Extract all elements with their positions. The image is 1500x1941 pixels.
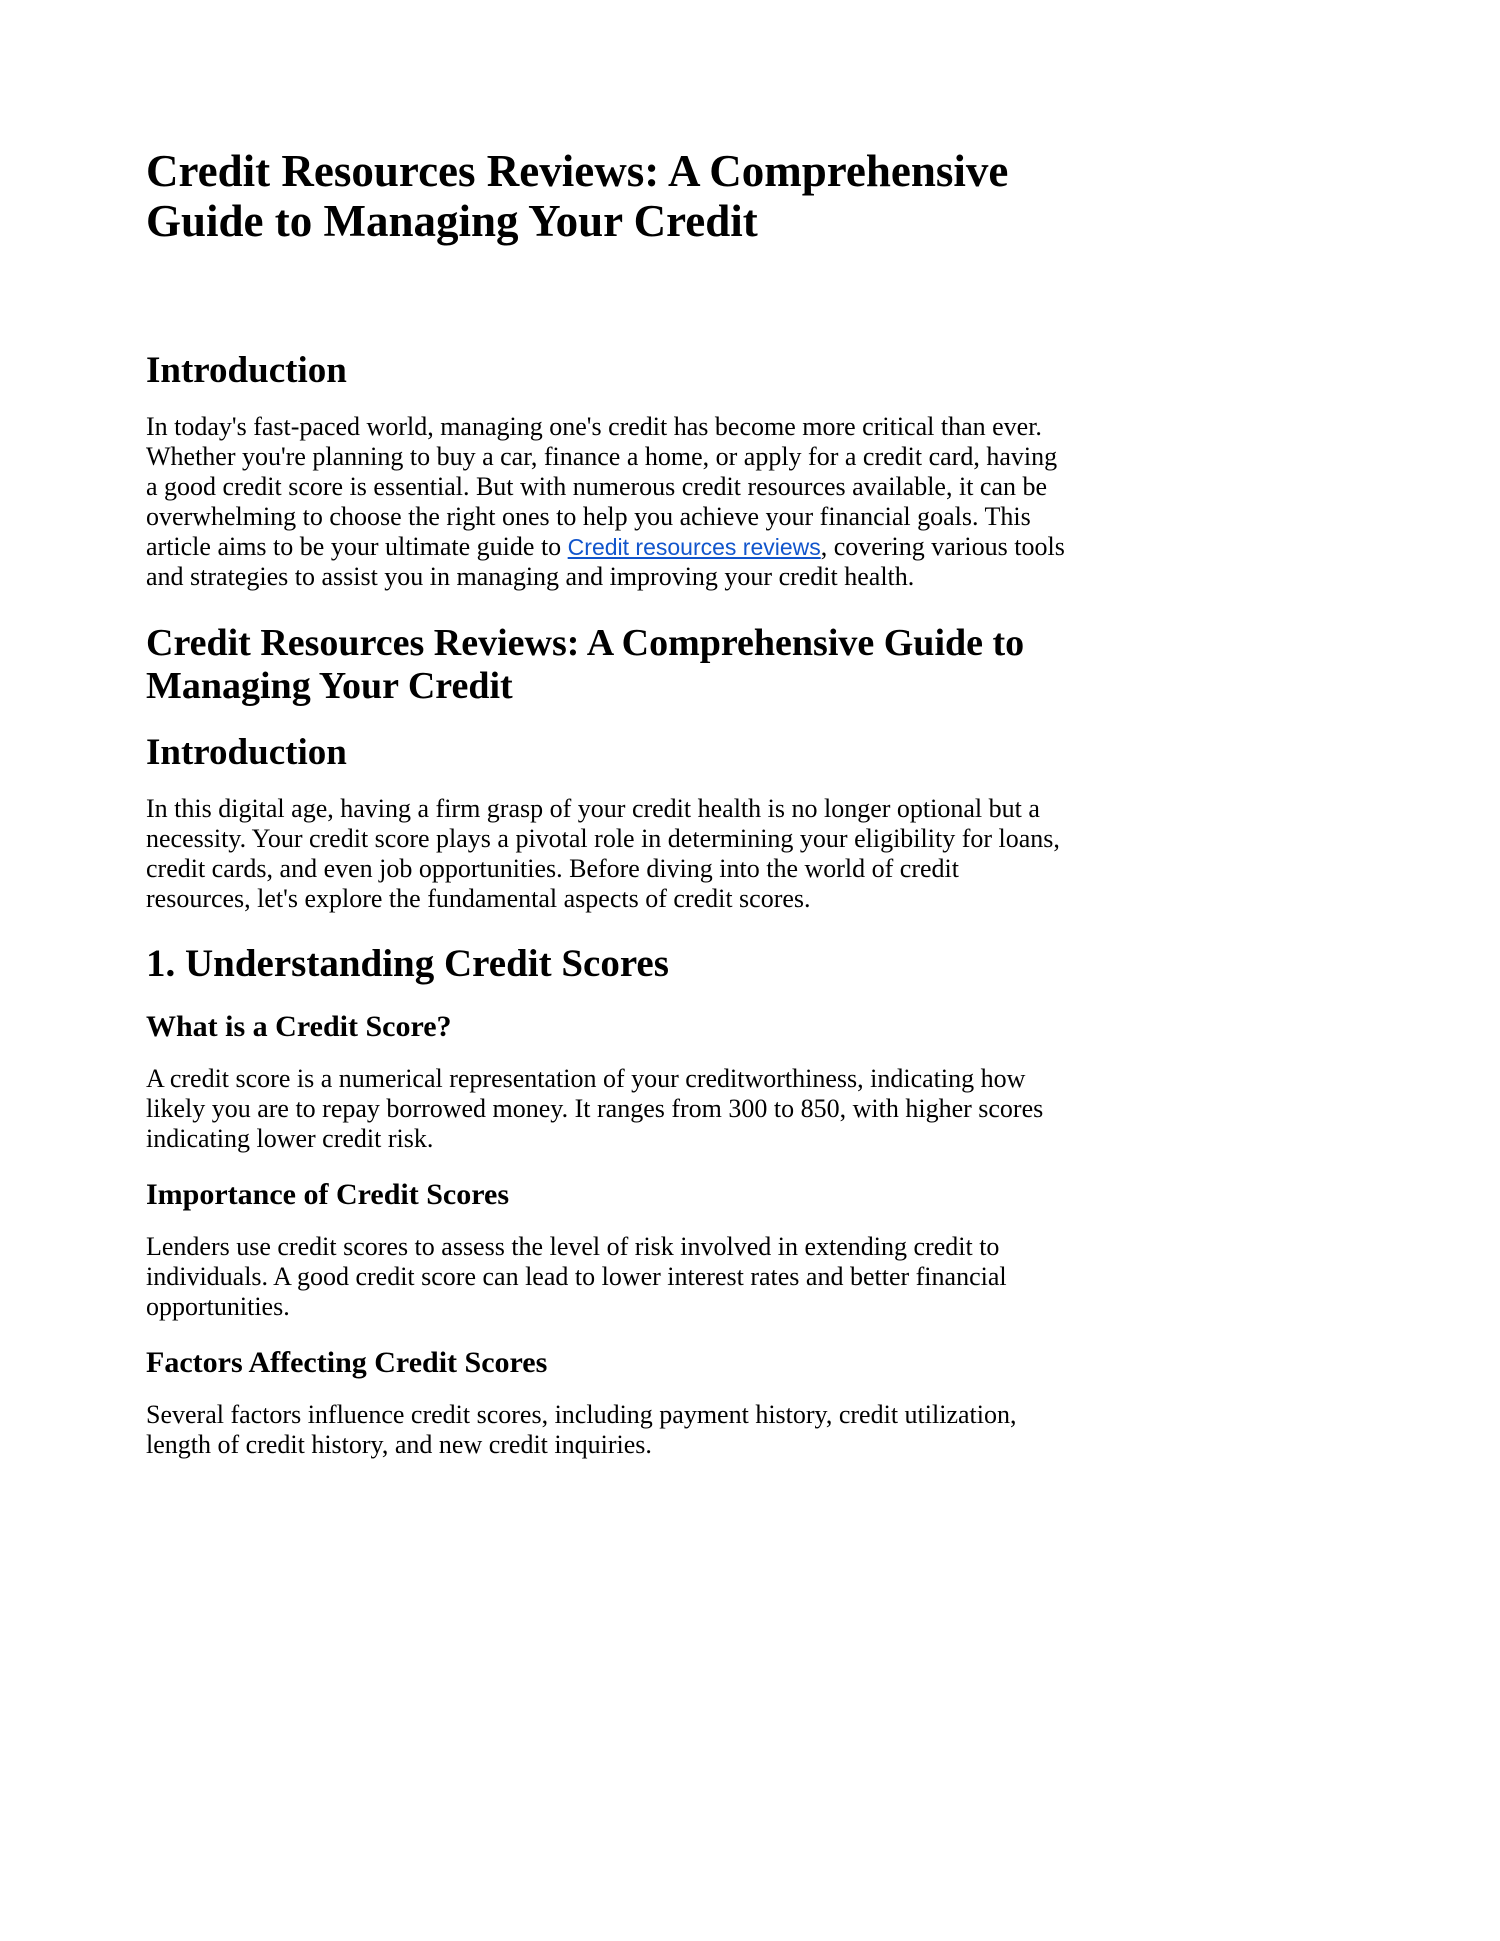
- subheading-what-is-a-credit-score: What is a Credit Score?: [146, 1010, 452, 1043]
- paragraph-importance-of-credit-scores: Lenders use credit scores to assess the level of risk involved in extending credit to individuals. A good credit score can lead to lower interest rates and better financial opportunities.: [146, 1232, 1007, 1321]
- introduction-heading-1: Introduction: [146, 350, 347, 391]
- main-section-heading: Credit Resources Reviews: A Comprehensive Guide to Managing Your Credit: [146, 622, 1025, 707]
- subheading-factors-affecting-credit-scores: Factors Affecting Credit Scores: [146, 1346, 548, 1379]
- introduction-heading-2: Introduction: [146, 732, 347, 773]
- paragraph-factors-affecting-credit-scores: Several factors influence credit scores, including payment history, credit utilization, length of credit history, and new credit inquiries.: [146, 1400, 1017, 1459]
- section-1-heading: 1. Understanding Credit Scores: [146, 942, 669, 985]
- intro-paragraph-1: [146, 412, 1070, 592]
- subheading-importance-of-credit-scores: Importance of Credit Scores: [146, 1178, 509, 1211]
- paragraph-text-before-link: In today's fast-paced world, managing one's credit has become more critical than ever. Whether you're planning to buy a car, finance a home, or apply for a credit card, having a good credit score is essential. But with numerous credit resources available, it can be overwhelming to choose the right ones to help you achieve your financial goals. This article aims to be your ultimate guide to: [146, 412, 1058, 561]
- paragraph-what-is-a-credit-score: A credit score is a numerical representation of your creditworthiness, indicating how likely you are to repay borrowed money. It ranges from 300 to 850, with higher scores indicating lower credit risk.: [146, 1064, 1044, 1153]
- intro-paragraph-2: In this digital age, having a firm grasp of your credit health is no longer optional but a necessity. Your credit score plays a pivotal role in determining your eligibility for loans, credit cards, and even job opportunities. Before diving into the world of credit resources, let's explore the fundamental aspects of credit scores.: [146, 794, 1060, 913]
- paragraph-text-after-link: , covering various tools and strategies to assist you in managing and improving your credit health.: [146, 532, 1065, 591]
- document-title: Credit Resources Reviews: A Comprehensive Guide to Managing Your Credit: [146, 146, 1009, 246]
- credit-resources-reviews-link[interactable]: Credit resources reviews: [567, 534, 821, 560]
